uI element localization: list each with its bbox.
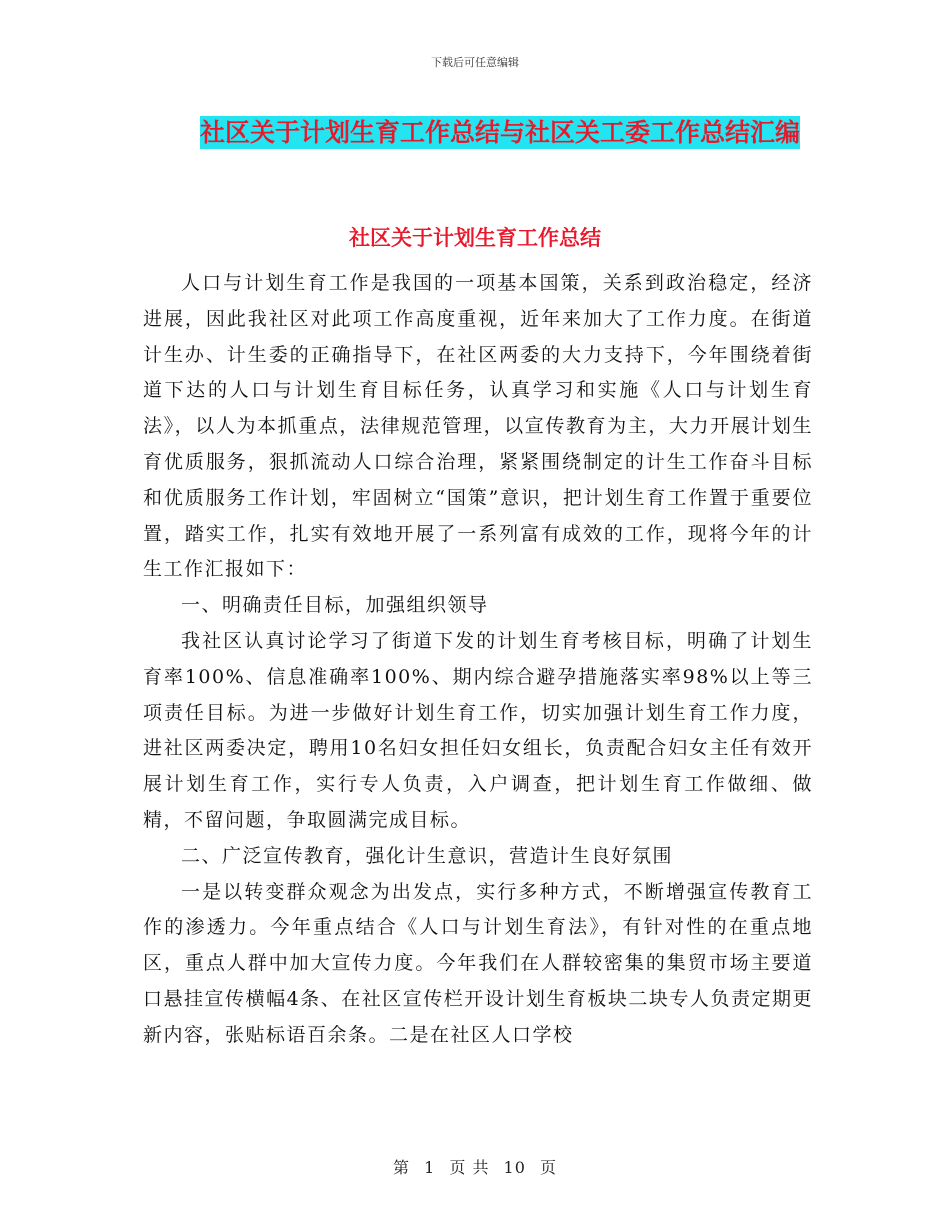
footer-total-pages: 10: [503, 1158, 526, 1177]
heading-1: 一、明确责任目标，加强组织领导: [181, 594, 489, 617]
footer-suffix: 页: [540, 1158, 558, 1177]
footer-page-number: 1: [424, 1158, 436, 1177]
section-title: 社区关于计划生育工作总结: [349, 226, 601, 250]
page-footer: [0, 1155, 950, 1178]
heading-2: 二、广泛宣传教育，强化计生意识，营造计生良好氛围: [181, 844, 674, 867]
paragraph: 我社区认真讨论学习了街道下发的计划生育考核目标，明确了计划生育率100%、信息准确率100%、期内综合避孕措施落实率98%以上等三项责任目标。为进一步做好计划生育工作，切实加强计划生育工作力度，进社区两委决定，聘用10名妇女担任妇女组长，负责配合妇女主任有效开展计划生育工作，实行专人负责，入户调查，把计划生育工作做细、做精，不留问题，争取圆满完成目标。: [143, 629, 813, 831]
footer-prefix: 第: [392, 1158, 410, 1177]
document-title: [190, 110, 810, 156]
body-text: [143, 266, 813, 1054]
header-note: 下载后可任意编辑: [431, 56, 519, 69]
paragraph: 一是以转变群众观念为出发点，实行多种方式，不断增强宣传教育工作的渗透力。今年重点结合《人口与计划生育法》，有针对性的在重点地区，重点人群中加大宣传力度。今年我们在人群较密集的集贸市场主要道口悬挂宣传横幅4条、在社区宣传栏开设计划生育板块二块专人负责定期更新内容，张贴标语百余条。二是在社区人口学校: [143, 880, 813, 1046]
paragraph: 人口与计划生育工作是我国的一项基本国策，关系到政治稳定，经济进展，因此我社区对此项工作高度重视，近年来加大了工作力度。在街道计生办、计生委的正确指导下，在社区两委的大力支持下，今年围绕着街道下达的人口与计划生育目标任务，认真学习和实施《人口与计划生育法》，以人为本抓重点，法律规范管理，以宣传教育为主，大力开展计划生育优质服务，狠抓流动人口综合治理，紧紧围绕制定的计生工作奋斗目标和优质服务工作计划，牢固树立“国策”意识，把计划生育工作置于重要位置，踏实工作，扎实有效地开展了一系列富有成效的工作，现将今年的计生工作汇报如下：: [143, 272, 813, 581]
document-title-text: 社区关于计划生育工作总结与社区关工委工作总结汇编: [199, 118, 800, 147]
footer-middle: 页 共: [449, 1158, 490, 1177]
